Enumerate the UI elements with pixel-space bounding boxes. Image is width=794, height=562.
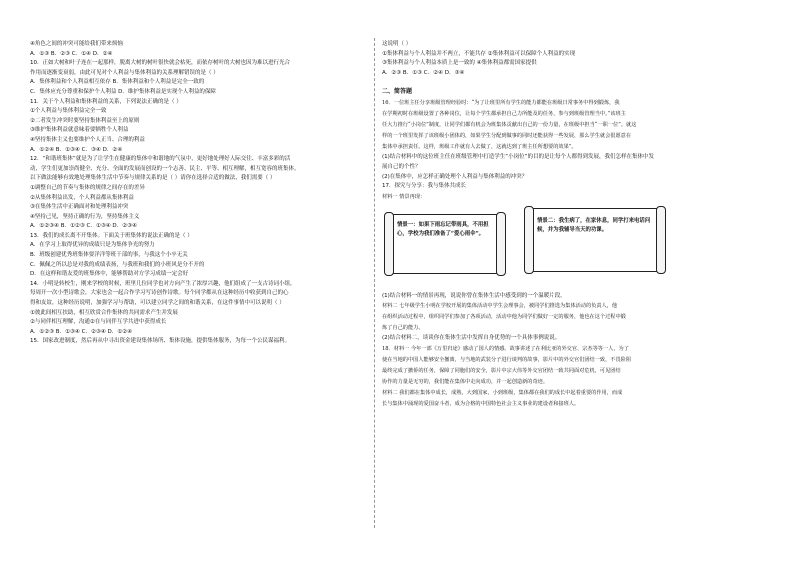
question-18-line: 长与集体中涌现的爱国奋斗者，成为合格的中国特色社会主义事业的建设者和接班人。 [382,400,580,407]
statement-line: ④坚持己见，坚持正确的行为，坚持集体主义 [30,213,140,220]
question-18-line: 18．材料一 今年一部《万里归途》感动了国人的情感。故事讲述了在利比亚的外交官、宗杰等等一人，为了 [382,345,629,352]
text-line: ④角色之间的冲突可能给我们带来烦恼 [30,41,123,47]
option-c: C．佩佩之所以总是对我的成绩表扬，与我班和我们的小班风是分不开的 [30,261,205,268]
scroll-curl-icon [384,212,394,276]
statement-line: ①个人利益与集体利益完全一致 [30,108,107,115]
question-11: 11．关于个人利益和集体利益的关系，下列说法正确的是（ ） [30,98,182,105]
question-18-line: 材料二 我们都在集体中成长，成熟，大到国家，小到班级，集体都在我们的成长中起着重要的作用，而成 [382,389,623,396]
option-d: D．在这样和谐友爱的班集体中，能够帮助对方学习成绩一定会好 [30,271,189,278]
options-line: A．①②③④ B．①②③ C．①③④ D．②③④ [30,223,137,230]
options-line: A．①②④ B．①③④ C．③④ D．②④ [30,146,123,153]
section-heading: 二、简答题 [382,88,413,96]
question-14-line-2: 每周开一次小型诗歌会，大家也会一起合作学习写诗创作诗歌。每个同学都从在这种经历中收获到自己的心 [30,290,289,297]
question-10-line-1: 10．正如大树和叶子连在一起那样，脱离大树的树叶很快就会枯死，而依存树叶的大树也因为难以进行光合 [30,60,291,67]
statement-line: ④坚持集体主义也要维护个人正当、合理的利益 [30,136,145,143]
column-divider [374,38,375,528]
right-column [382,40,768,410]
question-18-line: 使在当地的中国人能够安全撤离，与当地的武装分子进行谈判的故事，影片中的外交官们团结一致，不畏险阻 [382,356,632,363]
scroll-curl-icon [496,212,506,276]
material-2-line: 材料二 七年级学生小明在学校开展的集体活动中学生会理事会，被同学们推选为集体活动的负责人，他 [382,303,618,310]
statement-line: ①彼此间相互扶助，相互欣赏合作集体的共同需求产生并发展 [30,309,178,316]
options-line: A．②③ B．①③ C．②④ D．③④ [382,69,465,76]
question-12-line-1: 12．“和谐班集体”就是为了让学生在健康的集体中和谐地的气氛中，更好地处理好人际交往、丰富多彩的活 [30,156,291,163]
scroll-curl-icon [656,206,666,274]
options-line: C．集体应充分尊重和保护个人利益 D．维护集体利益是实现个人利益的保障 [30,88,216,95]
question-12-line-2: 动，学生们更加崇尚健全、充分、全面的发展而创设的一个志善、民主、平等、相互理解，相互宽容的班集体。 [30,165,300,172]
statement-line: ②从集体利益出发，个人利益都从集体利益 [30,194,134,201]
question-16-sub-1: (1)结合材料中的这位班主任在班级管理中打造学生“小岗位”的目的是让每个人都得到发展，我们怎样在集体中发 [382,154,654,161]
text-line: 这说明（ ） [382,41,412,47]
question-12-line-3: 以下做法能够有效地处理集体生活中节奏与规律关系的是（ ）请你在选择合适的做法，我们需要（ ） [30,175,276,182]
statement-line: ③维护集体利益就意味着要牺牲个人利益 [30,127,129,134]
statement-line: ③在集体生活中正确面对和处理利益冲突 [30,204,129,211]
statement-line: ①调整自己的节奏与集体的规律之间存在的差异 [30,184,145,191]
question-17: 17．探究与分享：我与集体共成长 [382,183,466,190]
question-18-line: 最终完成了撤侨的任务，保障了同胞们的安全，影片中宗大伟等外交官团结一致共同面对危机，可见团结 [382,367,621,374]
question-10-line-2: 作用而逐渐变衰弱，由此可见对个人利益与集体利益的关系理解错误的是（ ） [30,69,219,76]
question-16-sub-1-cont: 展自己的个性？ [382,163,421,170]
scenario-scroll-2 [528,208,662,272]
question-18-line: 协作的力量是无穷的，我们能在集体中走向成功，并一起创造新的奇迹。 [382,378,549,385]
options-line: A．集体利益和个人利益相互依存 B．集体利益和个人利益是完全一致的 [30,79,205,86]
question-16-line: 样的一个班里发挥了该班级小团体的，如果学生分配到做事的同时还能获得一些发展，那么学生就会很愿意在 [382,133,632,140]
scenario-1-text: 情景一：如果下雨忘记带雨具，不用担心，学校为我们准备了“爱心雨伞”。 [397,221,489,238]
option-b: B．班级创建优秀班集体要洋洋等班干部的事，与我这个小卒无关 [30,252,188,259]
statement-line: ②与同伴相互理解，沟通②在与同伴互学共进中获得成长 [30,319,167,326]
question-13: 13．我们的成长离不开集体。下面关于班集体的说法正确的是（ ） [30,232,193,239]
question-17-sub-2: (2)结合材料二，谈谈你在集体生活中发挥自身优势的一个具体事例说说。 [382,335,561,342]
question-14-line-1: 14．小明是转校生，刚来学校的时候，班里几位同学也对方向产生了浓厚兴趣，他们组成了一支古诗词小组， [30,280,296,287]
scenario-scroll-1 [388,214,502,274]
left-column [30,40,368,347]
question-16-line: 16．一位班主任分享班级管理经验时：“为了让班里所有学生的能力都能在班级日常事务中得到锻炼，我 [382,100,620,107]
scenario-scrolls [382,206,768,288]
question-14-line-3: 得和友谊，这种经历说明，加强学习与帮助，可以建立同学之间的和谐关系，在这件事情中可以说明（ ） [30,300,285,307]
statement-line: ①集体利益与个人利益并不两立，不能共存 ②集体利益可以保障个人利益的实现 [382,50,576,57]
option-a: A．在学习上取得优异的成绩只是为集体争光的努力 [30,242,155,249]
scenario-2-text: 情景二：我生病了，在家休息，同学打来电话问候，并为我辅导当天的功课。 [537,217,651,234]
statement-line: ②二者发生冲突时要坚持集体利益至上的原则 [30,117,140,124]
question-16-sub-2: (2)在集体中，应怎样正确处理个人利益与集体利益的冲突？ [382,173,528,180]
statement-line: ③集体利益与个人利益本质上是一致的 ④集体利益都需国家提供 [382,60,537,67]
question-16-line: 集体中承担责任。这样，班级工作就有人去做了，这就达到了班主任所想要的效果”。 [382,144,577,151]
options-line: A．①②③ B．①③④ C．②③④ D．①②④ [30,328,133,335]
question-15: 15．国家改进制度，然后再从中寻出资金建设集体场所、集体设施，提供集体服务，为每一个公民谋福利。 [30,338,291,345]
material-1-label: 材料一 情景再现： [382,193,426,200]
options-line: A．①③ B．②③ C．①④ D．②④ [30,50,113,57]
scroll-curl-icon [524,206,534,274]
question-17-sub-1: (1)结合材料一的情景再现，说说你曾在集体生活中感受到的一个温暖片段。 [382,292,566,299]
material-2-line: 在组织活动过程中，组织同学们参加了各项活动，活动中他为同学们做好一定的服务，他也在这个过程中锻 [382,314,626,321]
question-16-line: 任大力推行“小岗位”制度，让同学们都有机会为班集体贡献出自己的一份力量，在班级中担当“一职一位”。就这 [382,122,637,129]
question-16-line: 在学期初时在班级设置了各种岗位，让每个学生都承担自己力所能及的任务，参与到班级管理当中。”该班主 [382,111,626,118]
material-2-line: 炼了自己的能力。 [382,325,424,332]
